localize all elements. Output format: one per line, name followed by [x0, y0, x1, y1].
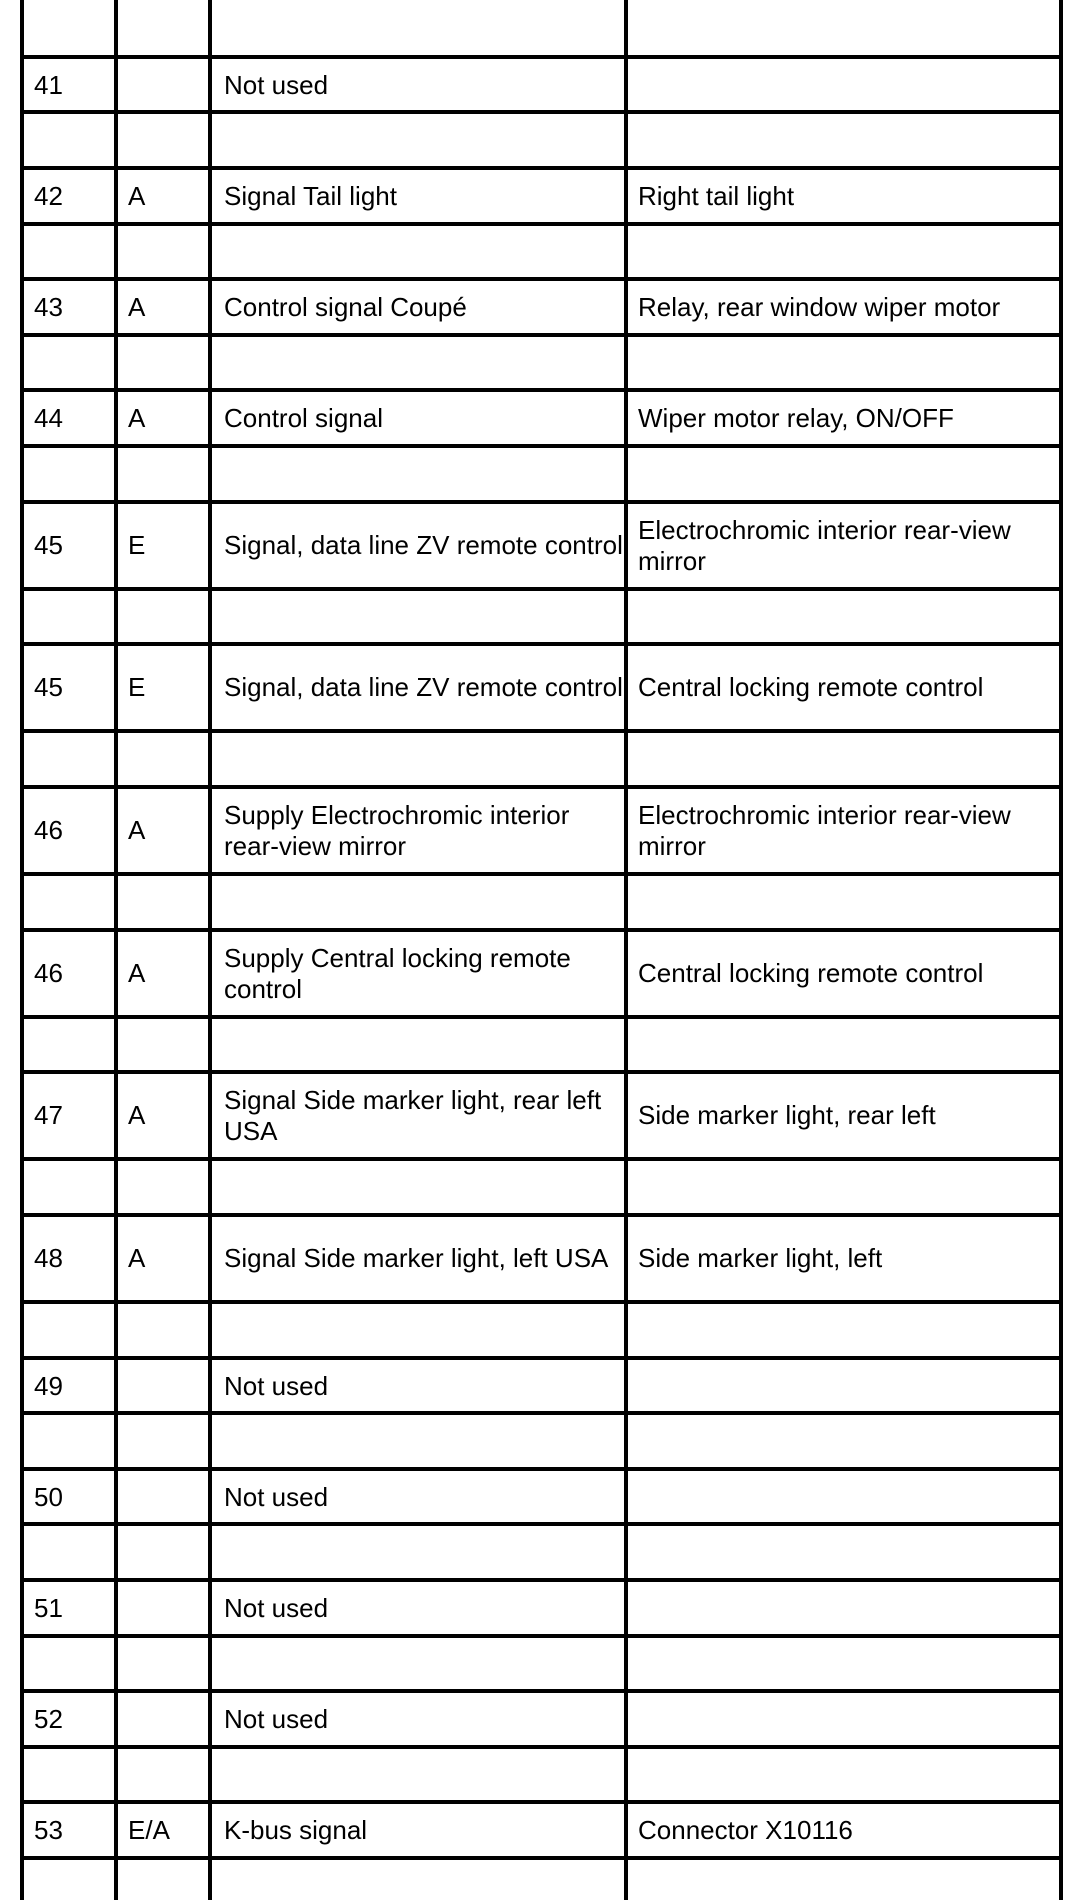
signal-description-cell: Signal Side marker light, left USA	[224, 1243, 609, 1273]
pin-number-cell: 43	[34, 291, 63, 322]
pin-number-cell: 45	[34, 530, 63, 560]
pin-number-cell: 53	[34, 1814, 63, 1845]
destination-cell: Connector X10116	[638, 1814, 853, 1845]
signal-description-cell: Not used	[224, 1703, 329, 1734]
pin-number-cell: 47	[34, 1100, 63, 1130]
destination-cell: Central locking remote control	[638, 672, 984, 702]
row-divider	[20, 785, 1063, 789]
row-divider	[20, 1800, 1063, 1804]
destination-cell	[638, 1472, 1058, 1522]
signal-description-cell: Signal Tail light	[224, 180, 397, 211]
destination-cell: Side marker light, left	[638, 1243, 883, 1273]
row-divider	[20, 166, 1063, 170]
signal-description-cell: Control signal	[224, 402, 383, 433]
signal-description-cell: Signal, data line ZV remote control	[224, 672, 623, 702]
signal-type-cell: E	[128, 672, 146, 702]
signal-type-cell	[128, 1694, 208, 1744]
signal-description-cell: Not used	[224, 1481, 329, 1512]
destination-cell: Electrochromic interior rear-view mirror	[638, 799, 1011, 861]
signal-description-cell: Signal Side marker light, rear left USA	[224, 1084, 602, 1146]
row-divider	[20, 222, 1063, 226]
signal-type-cell: A	[128, 1243, 146, 1273]
signal-description-cell: Not used	[224, 1370, 329, 1401]
signal-type-cell: A	[128, 291, 146, 322]
row-divider	[20, 1522, 1063, 1526]
pin-number-cell: 46	[34, 958, 63, 988]
pin-number-cell: 50	[34, 1481, 63, 1512]
signal-description-cell: Not used	[224, 69, 329, 100]
signal-description-cell: Signal, data line ZV remote control	[224, 530, 623, 560]
row-divider	[20, 1634, 1063, 1638]
destination-cell: Side marker light, rear left	[638, 1100, 936, 1130]
row-divider	[20, 1745, 1063, 1749]
signal-description-cell: Supply Electrochromic interior rear-view mirror	[224, 799, 570, 861]
destination-cell	[638, 60, 1058, 110]
row-divider	[20, 1157, 1063, 1161]
pin-number-cell: 41	[34, 69, 63, 100]
row-divider	[20, 587, 1063, 591]
row-divider	[20, 277, 1063, 281]
row-divider	[20, 1467, 1063, 1471]
pin-number-cell: 52	[34, 1703, 63, 1734]
destination-cell: Electrochromic interior rear-view mirror	[638, 514, 1011, 576]
signal-description-cell: K-bus signal	[224, 1814, 368, 1845]
row-divider	[20, 1689, 1063, 1693]
signal-description-cell: Control signal Coupé	[224, 291, 467, 322]
row-divider	[20, 444, 1063, 448]
row-divider	[20, 872, 1063, 876]
row-divider	[20, 729, 1063, 733]
destination-cell: Right tail light	[638, 180, 795, 211]
destination-cell: Wiper motor relay, ON/OFF	[638, 402, 954, 433]
column-divider	[114, 0, 118, 1900]
row-divider	[20, 1015, 1063, 1019]
signal-type-cell	[128, 1472, 208, 1522]
row-divider	[20, 1213, 1063, 1217]
pin-number-cell: 42	[34, 180, 63, 211]
row-divider	[20, 55, 1063, 59]
row-divider	[20, 642, 1063, 646]
row-divider	[20, 388, 1063, 392]
row-divider	[20, 110, 1063, 114]
pin-number-cell: 51	[34, 1592, 63, 1623]
signal-type-cell	[128, 1583, 208, 1633]
column-divider	[20, 0, 24, 1900]
row-divider	[20, 1578, 1063, 1582]
signal-type-cell: E/A	[128, 1814, 170, 1845]
pin-number-cell: 48	[34, 1243, 63, 1273]
destination-cell	[638, 1583, 1058, 1633]
pin-number-cell: 45	[34, 672, 63, 702]
row-divider	[20, 333, 1063, 337]
signal-type-cell: A	[128, 815, 146, 845]
destination-cell	[638, 1361, 1058, 1411]
column-divider	[208, 0, 212, 1900]
row-divider	[20, 1856, 1063, 1860]
column-divider	[624, 0, 628, 1900]
row-divider	[20, 1300, 1063, 1304]
signal-type-cell: E	[128, 530, 146, 560]
destination-cell: Central locking remote control	[638, 958, 984, 988]
signal-type-cell: A	[128, 1100, 146, 1130]
destination-cell	[638, 1694, 1058, 1744]
destination-cell: Relay, rear window wiper motor	[638, 291, 1001, 322]
row-divider	[20, 1356, 1063, 1360]
row-divider	[20, 928, 1063, 932]
row-divider	[20, 500, 1063, 504]
signal-type-cell: A	[128, 958, 146, 988]
signal-type-cell	[128, 60, 208, 110]
pin-number-cell: 44	[34, 402, 63, 433]
signal-type-cell	[128, 1361, 208, 1411]
signal-description-cell: Supply Central locking remote control	[224, 942, 571, 1004]
row-divider	[20, 1411, 1063, 1415]
signal-description-cell: Not used	[224, 1592, 329, 1623]
pin-number-cell: 49	[34, 1370, 63, 1401]
column-divider	[1059, 0, 1063, 1900]
row-divider	[20, 1070, 1063, 1074]
signal-type-cell: A	[128, 180, 146, 211]
signal-type-cell: A	[128, 402, 146, 433]
pin-number-cell: 46	[34, 815, 63, 845]
